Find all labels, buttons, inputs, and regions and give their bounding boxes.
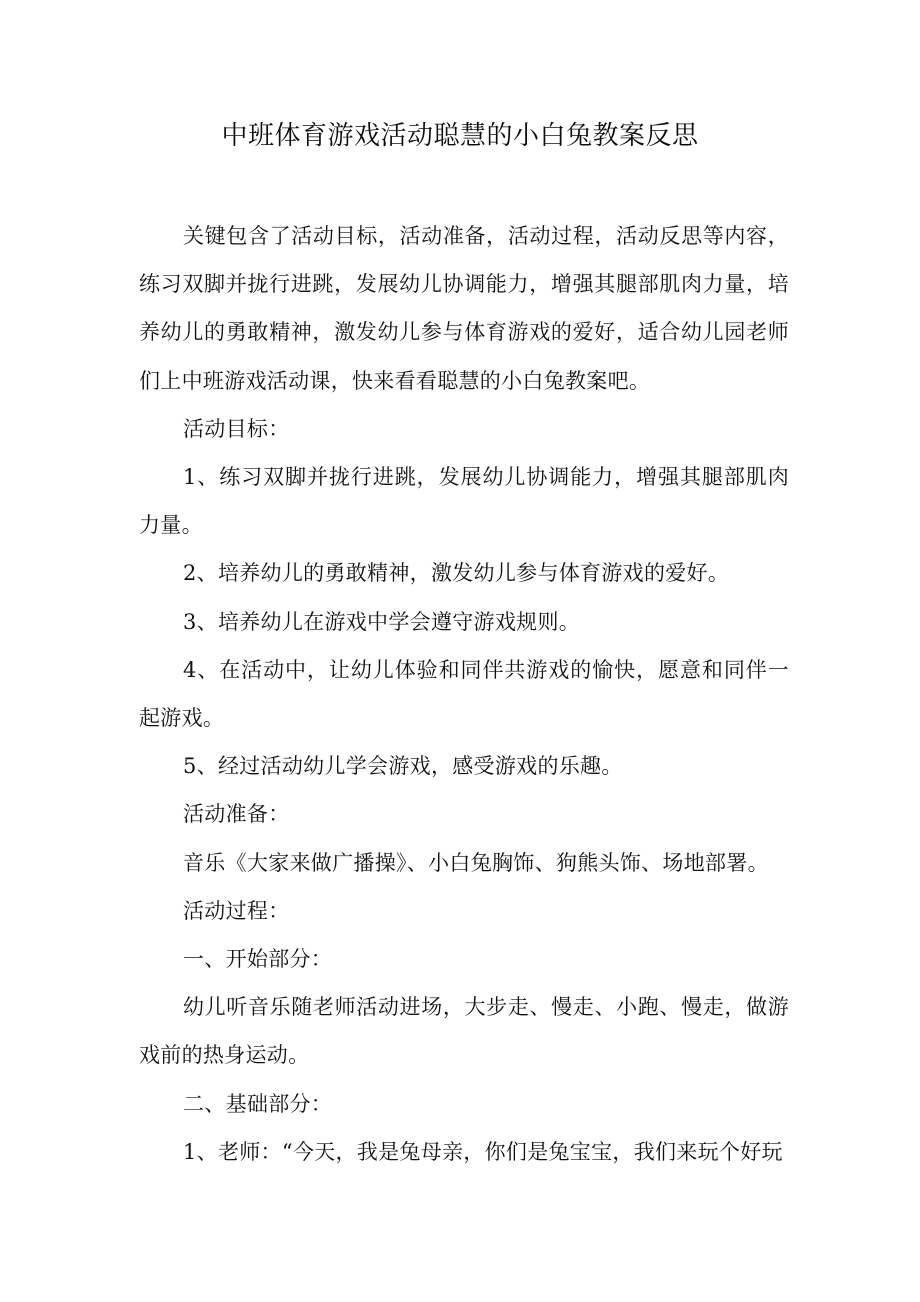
- document-body: [139, 212, 789, 1176]
- section-heading-process: 活动过程：: [183, 898, 290, 923]
- goal-item-4: 4、在活动中，让幼儿体验和同伴共游戏的愉快，愿意和同伴一起游戏。: [139, 657, 789, 731]
- section-heading-goals: 活动目标：: [183, 416, 290, 441]
- section-heading-preparation: 活动准备：: [183, 802, 290, 827]
- goal-item-3: 3、培养幼儿在游戏中学会遵守游戏规则。: [183, 609, 581, 634]
- subsection-heading-basic: 二、基础部分：: [183, 1091, 333, 1116]
- subsection-heading-start: 一、开始部分：: [183, 947, 333, 972]
- basic-paragraph-1: 1、老师：“今天，我是兔母亲，你们是兔宝宝，我们来玩个好玩: [183, 1139, 783, 1164]
- preparation-paragraph: 音乐《大家来做广播操》、小白兔胸饰、狗熊头饰、场地部署。: [183, 850, 769, 875]
- goal-item-1: 1、练习双脚并拢行进跳，发展幼儿协调能力，增强其腿部肌肉力量。: [139, 465, 789, 538]
- page-title: 中班体育游戏活动聪慧的小白兔教案反思: [221, 121, 699, 151]
- goal-item-2: 2、培养幼儿的勇敢精神，激发幼儿参与体育游戏的爱好。: [183, 561, 730, 586]
- start-paragraph: 幼儿听音乐随老师活动进场，大步走、慢走、小跑、慢走，做游戏前的热身运动。: [139, 995, 789, 1068]
- intro-paragraph: 关键包含了活动目标，活动准备，活动过程，活动反思等内容，练习双脚并拢行进跳，发展幼儿协调能力，增强其腿部肌肉力量，培养幼儿的勇敢精神，激发幼儿参与体育游戏的爱好，适合幼儿园老师们上中班游戏活动课，快来看看聪慧的小白兔教案吧。: [139, 224, 789, 393]
- goal-item-5: 5、经过活动幼儿学会游戏，感受游戏的乐趣。: [183, 754, 623, 779]
